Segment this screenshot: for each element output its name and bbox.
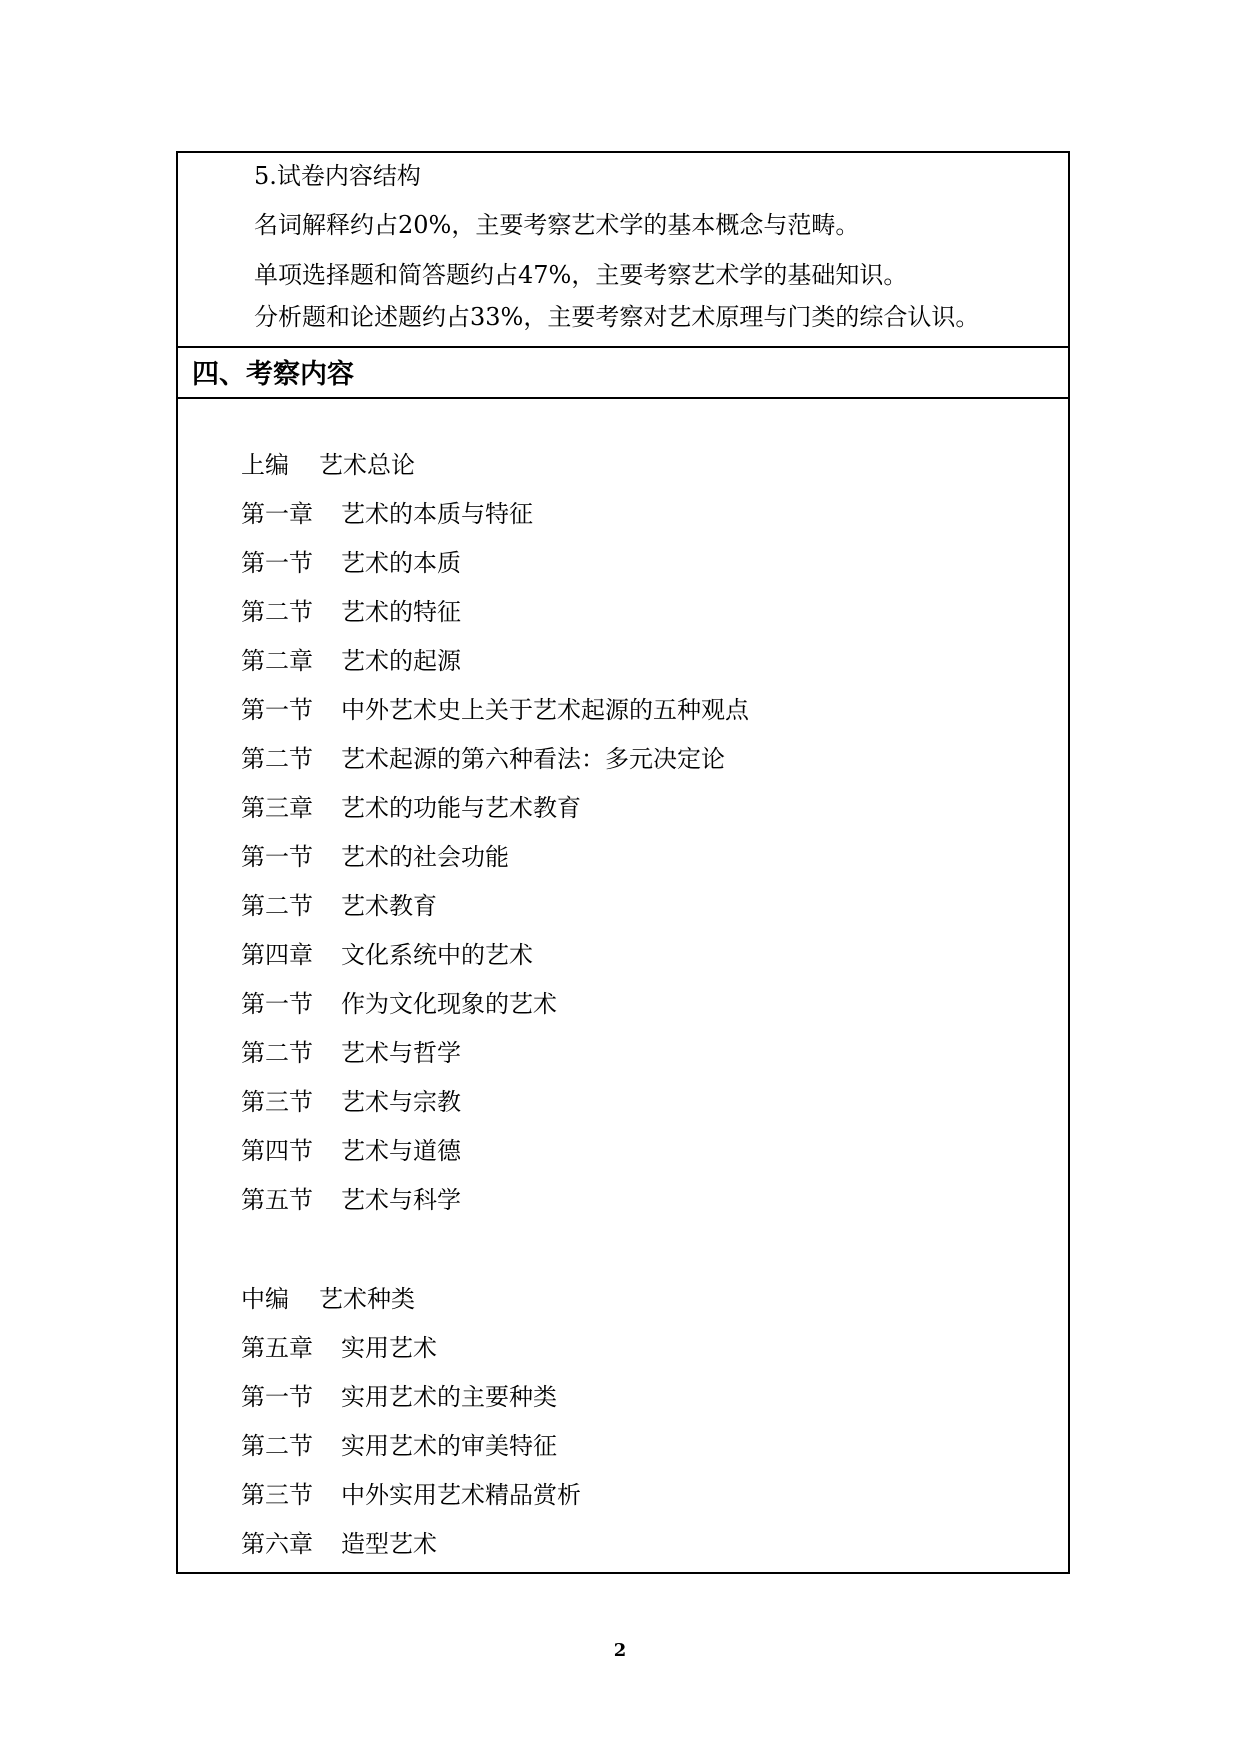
outline-title: 艺术教育 — [341, 892, 437, 920]
outline-title: 艺术的功能与艺术教育 — [341, 794, 581, 822]
outline-label: 第二节 — [241, 745, 313, 773]
outline-label: 第三章 — [241, 794, 313, 822]
outline-label: 第二节 — [241, 892, 313, 920]
outline-item — [241, 1136, 461, 1166]
outline-item — [241, 1431, 557, 1461]
outline-item — [241, 793, 581, 823]
outline-title: 艺术总论 — [319, 451, 415, 479]
outline-item — [241, 1185, 461, 1215]
structure-item: 名词解释约占20%，主要考察艺术学的基本概念与范畴。 — [254, 211, 860, 239]
outline-label: 第一节 — [241, 549, 313, 577]
structure-title: 5.试卷内容结构 — [254, 162, 421, 190]
outline-title: 艺术与哲学 — [341, 1039, 461, 1067]
divider — [178, 346, 1068, 348]
outline-label: 第四章 — [241, 941, 313, 969]
outline-label: 第五节 — [241, 1186, 313, 1214]
outline-label: 第五章 — [241, 1334, 313, 1362]
outline-label: 第二章 — [241, 647, 313, 675]
outline-label: 第六章 — [241, 1530, 313, 1558]
outline-title: 中外艺术史上关于艺术起源的五种观点 — [341, 696, 749, 724]
outline-label: 第一章 — [241, 500, 313, 528]
outline-item — [241, 597, 461, 627]
outline-label: 第二节 — [241, 598, 313, 626]
outline-item — [241, 744, 725, 774]
outline-label: 上编 — [241, 451, 289, 479]
outline-label: 第一节 — [241, 1383, 313, 1411]
structure-item: 分析题和论述题约占33%，主要考察对艺术原理与门类的综合认识。 — [254, 303, 980, 331]
content-table — [176, 151, 1070, 1574]
outline-item — [241, 646, 461, 676]
outline-title: 艺术的特征 — [341, 598, 461, 626]
outline-title: 艺术与宗教 — [341, 1088, 461, 1116]
outline-label: 第三节 — [241, 1088, 313, 1116]
outline-item — [241, 695, 749, 725]
outline-label: 第一节 — [241, 990, 313, 1018]
outline-label: 第二节 — [241, 1039, 313, 1067]
outline-item — [241, 450, 415, 480]
outline-item — [241, 499, 533, 529]
outline-title: 艺术的本质 — [341, 549, 461, 577]
outline-item — [241, 1333, 437, 1363]
outline-title: 造型艺术 — [341, 1530, 437, 1558]
outline-label: 第二节 — [241, 1432, 313, 1460]
outline-title: 作为文化现象的艺术 — [341, 990, 557, 1018]
outline-title: 实用艺术的主要种类 — [341, 1383, 557, 1411]
structure-item: 单项选择题和简答题约占47%，主要考察艺术学的基础知识。 — [254, 261, 908, 289]
outline-title: 艺术与科学 — [341, 1186, 461, 1214]
outline-title: 艺术的起源 — [341, 647, 461, 675]
outline-item — [241, 842, 509, 872]
outline-title: 艺术与道德 — [341, 1137, 461, 1165]
outline-title: 实用艺术的审美特征 — [341, 1432, 557, 1460]
outline-title: 实用艺术 — [341, 1334, 437, 1362]
outline-item — [241, 891, 437, 921]
outline-title: 艺术的本质与特征 — [341, 500, 533, 528]
outline-item — [241, 1382, 557, 1412]
outline-label: 中编 — [241, 1285, 289, 1313]
outline-title: 艺术起源的第六种看法：多元决定论 — [341, 745, 725, 773]
outline-item — [241, 1480, 581, 1510]
section-heading: 四、考察内容 — [192, 359, 354, 390]
outline-title: 艺术的社会功能 — [341, 843, 509, 871]
outline-label: 第三节 — [241, 1481, 313, 1509]
outline-item — [241, 1529, 437, 1559]
outline-title: 艺术种类 — [319, 1285, 415, 1313]
divider — [178, 397, 1068, 399]
outline-title: 中外实用艺术精品赏析 — [341, 1481, 581, 1509]
outline-item — [241, 989, 557, 1019]
outline-label: 第四节 — [241, 1137, 313, 1165]
outline-item — [241, 1284, 415, 1314]
outline-item — [241, 1038, 461, 1068]
outline-label: 第一节 — [241, 696, 313, 724]
page-number: 2 — [613, 1640, 627, 1661]
outline-item — [241, 548, 461, 578]
outline-item — [241, 940, 533, 970]
outline-label: 第一节 — [241, 843, 313, 871]
outline-title: 文化系统中的艺术 — [341, 941, 533, 969]
outline-item — [241, 1087, 461, 1117]
